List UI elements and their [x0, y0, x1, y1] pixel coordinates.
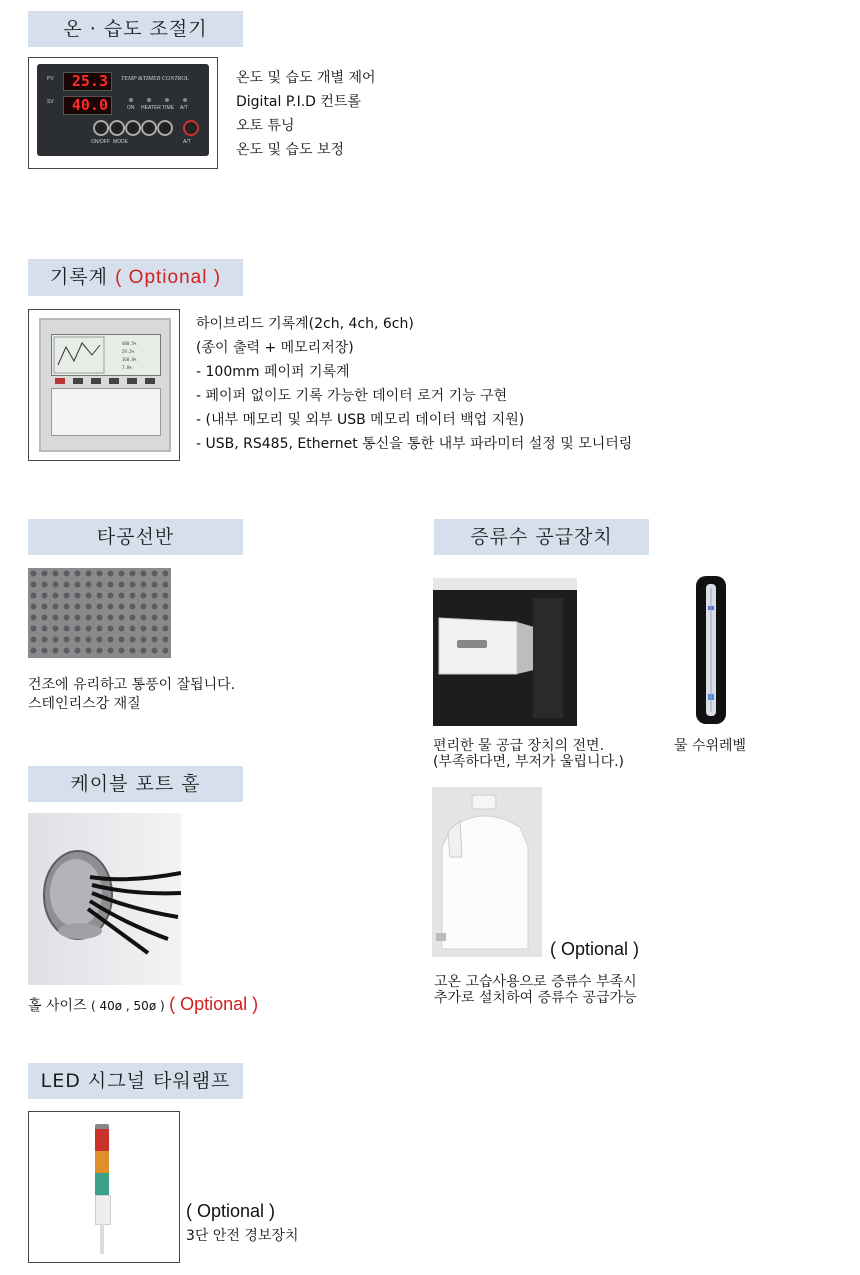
controller-image	[28, 57, 218, 169]
shelf-description: 건조에 유리하고 통풍이 잘됩니다. 스테인리스강 재질	[28, 677, 236, 712]
recorder-key	[127, 378, 137, 384]
shelf-section-title: 타공선반	[28, 519, 243, 555]
tower-lamp-image	[28, 1111, 180, 1263]
optional-label: ( Optional )	[115, 267, 222, 288]
lamp-orange	[95, 1151, 109, 1173]
lamp-pole	[100, 1224, 104, 1254]
sv-label: SV	[47, 99, 54, 105]
water-bottle-caption: 고온 고습사용으로 증류수 부족시 추가로 설치하여 증류수 공급가능	[434, 974, 637, 1006]
lamp-caption: 3단 안전 경보장치	[186, 1228, 299, 1244]
water-drawer-image	[433, 578, 577, 726]
controller-section-title: 온 · 습도 조절기	[28, 11, 243, 47]
device-button	[157, 120, 173, 136]
cable-port-image	[28, 813, 181, 985]
recorder-key	[145, 378, 155, 384]
water-section-title: 증류수 공급장치	[434, 519, 649, 555]
indicator-led	[183, 98, 187, 102]
indicator-label: TIME	[162, 105, 174, 111]
recorder-key	[55, 378, 65, 384]
recorder-paper	[51, 388, 161, 436]
optional-label: ( Optional )	[169, 994, 259, 1014]
indicator-label: A/T	[180, 105, 188, 111]
water-level-caption: 물 수위레벨	[674, 738, 747, 754]
button-label: ON/OFF	[91, 139, 110, 145]
device-button	[109, 120, 125, 136]
perforated-shelf-image	[28, 568, 171, 658]
water-bottle-image	[432, 787, 542, 957]
indicator-led	[147, 98, 151, 102]
button-label: MODE	[113, 139, 128, 145]
recorder-key	[91, 378, 101, 384]
recorder-screen	[51, 334, 161, 376]
recorder-features: 하이브리드 기록계(2ch, 4ch, 6ch) (종이 출력 + 메모리저장) - 100mm 페이퍼 기록계 - 페이퍼 없이도 기록 가능한 데이터 로거 기능 구현 - (내부 메모리 및 외부 USB 메모리 데이터 백업 지원) - USB, RS485, Ethernet 통신을 통한 내부 파라미터 설정 및 모니터링	[196, 316, 633, 452]
cable-caption: 홀 사이즈 ( 40ø , 50ø ) ( Optional )	[28, 994, 259, 1014]
device-button	[125, 120, 141, 136]
lamp-optional-label: ( Optional )	[186, 1201, 276, 1221]
svg-text:488.5%: 488.5%	[122, 341, 137, 346]
recorder-section-title: 기록계 ( Optional )	[28, 259, 243, 296]
svg-text:7.8%: 7.8%	[122, 365, 132, 370]
recorder-key	[73, 378, 83, 384]
indicator-label: HEATER	[141, 105, 161, 111]
recorder-key	[109, 378, 119, 384]
lamp-section-title: LED 시그널 타워램프	[28, 1063, 243, 1099]
lamp-green	[95, 1173, 109, 1195]
pv-display: 25.3	[63, 72, 112, 91]
button-label: A/T	[183, 139, 191, 145]
svg-text:368.8%: 368.8%	[122, 357, 137, 362]
sv-display: 40.0	[63, 96, 112, 115]
controller-features: 온도 및 습도 개별 제어 Digital P.I.D 컨트롤 오토 튜닝 온도 및 습도 보정	[236, 70, 376, 158]
water-level-tube-image	[696, 576, 726, 724]
recorder-image	[28, 309, 180, 461]
pv-label: PV	[47, 76, 54, 82]
svg-text:29.2%: 29.2%	[122, 349, 135, 354]
brand-label: TEMP &TIMER CONTROL	[121, 76, 189, 82]
water-optional-label: ( Optional )	[550, 939, 640, 959]
device-button	[93, 120, 109, 136]
cable-sizes: ( 40ø , 50ø )	[91, 999, 165, 1013]
indicator-label: ON	[127, 105, 135, 111]
lamp-red	[95, 1129, 109, 1151]
device-button	[141, 120, 157, 136]
lamp-base	[95, 1195, 111, 1225]
water-drawer-caption: 편리한 물 공급 장치의 전면. (부족하다면, 부저가 울립니다.)	[433, 738, 625, 770]
indicator-led	[129, 98, 133, 102]
indicator-led	[165, 98, 169, 102]
cable-section-title: 케이블 포트 홀	[28, 766, 243, 802]
device-button	[183, 120, 199, 136]
